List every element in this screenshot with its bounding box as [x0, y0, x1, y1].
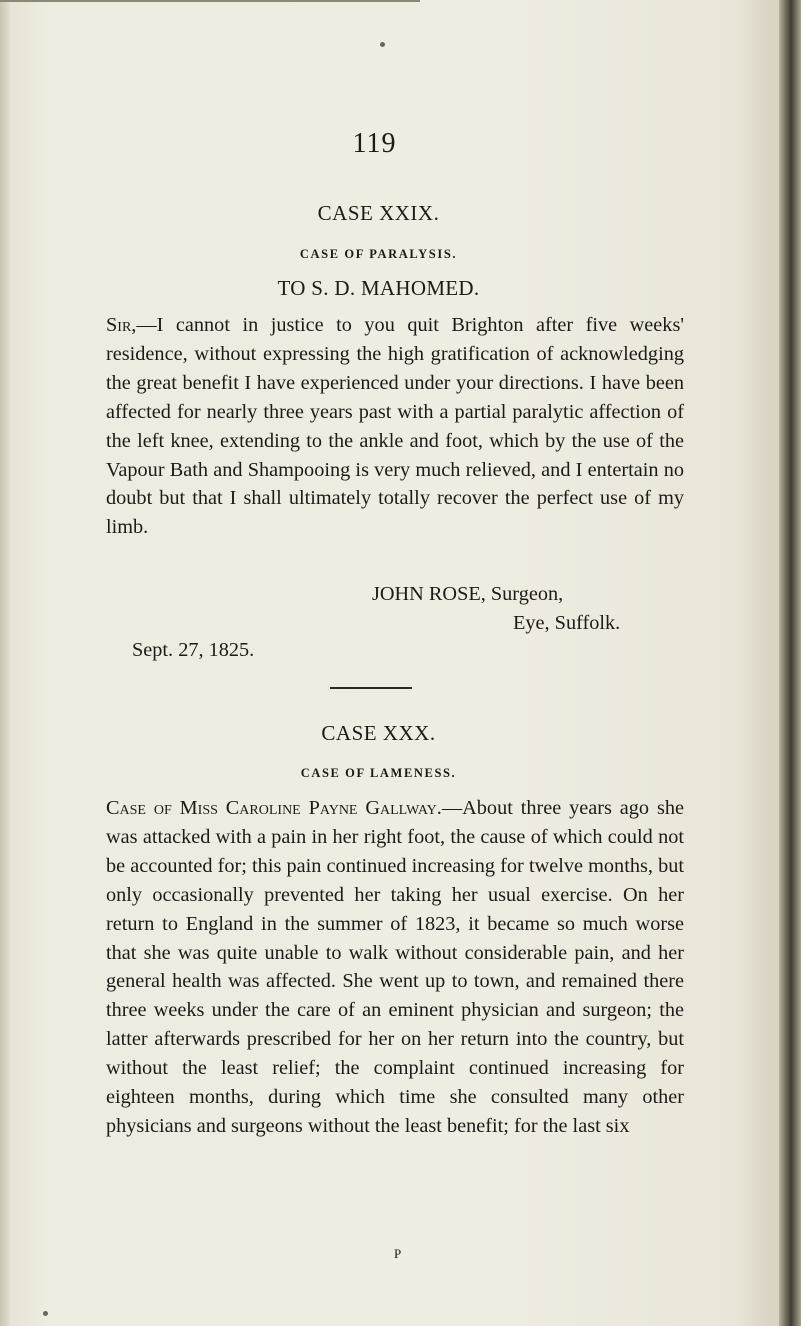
case-29-body: —I cannot in justice to you quit Brighton after five weeks' residence, without expressing the high gratification of acknowledging the great benefit I have experienced under your directions. I have been affected for nearly three years past with a partial paralytic affection of the left knee, extending to the ankle and foot, which by the use of the Vapour Bath and Shampooing is very much relieved, and I entertain no doubt but that I shall ultimately totally recover the perfect use of my limb. — [106, 314, 684, 539]
case-30-subtitle: CASE OF LAMENESS. — [300, 766, 457, 780]
case-30-lead: Case of Miss Caroline Payne Gallway. — [106, 797, 442, 819]
case-30-title: CASE XXX. — [321, 721, 436, 745]
letter-date: Sept. 27, 1825. — [132, 639, 255, 661]
case-30-narrative — [106, 794, 684, 1141]
case-29-addressee: TO S. D. MAHOMED. — [277, 276, 480, 300]
section-divider — [330, 687, 412, 689]
page-number: 119 — [352, 128, 397, 159]
top-edge-line — [0, 0, 420, 2]
signature-name: JOHN ROSE, Surgeon, — [372, 583, 564, 605]
page-left-edge — [0, 0, 10, 1326]
signature-mark: P — [394, 1246, 402, 1261]
case-30-body: —About three years ago she was attacked with a pain in her right foot, the cause of which could not be accounted for; this pain continued increasing for twelve months, but only occasionally prevented her taking her usual exercise. On her return to England in the summer of 1823, it became so much worse that she was quite unable to walk without considerable pain, and her general health was affected. She went up to town, and remained there three weeks under the care of an eminent physician and surgeon; the latter afterwards prescribed for her on her return into the country, but without the least relief; the complaint continued increasing for eighteen months, during which time she consulted many other physicians and surgeons without the least benefit; for the last six — [106, 797, 684, 1137]
signature-place: Eye, Suffolk. — [513, 612, 621, 634]
ink-speck — [43, 1311, 48, 1316]
case-29-title: CASE XXIX. — [317, 201, 440, 225]
case-29-subtitle: CASE OF PARALYSIS. — [299, 247, 458, 261]
book-binding-edge — [779, 0, 801, 1326]
ink-speck — [380, 42, 385, 47]
case-29-letter — [106, 311, 684, 542]
salutation: Sir, — [106, 314, 137, 336]
